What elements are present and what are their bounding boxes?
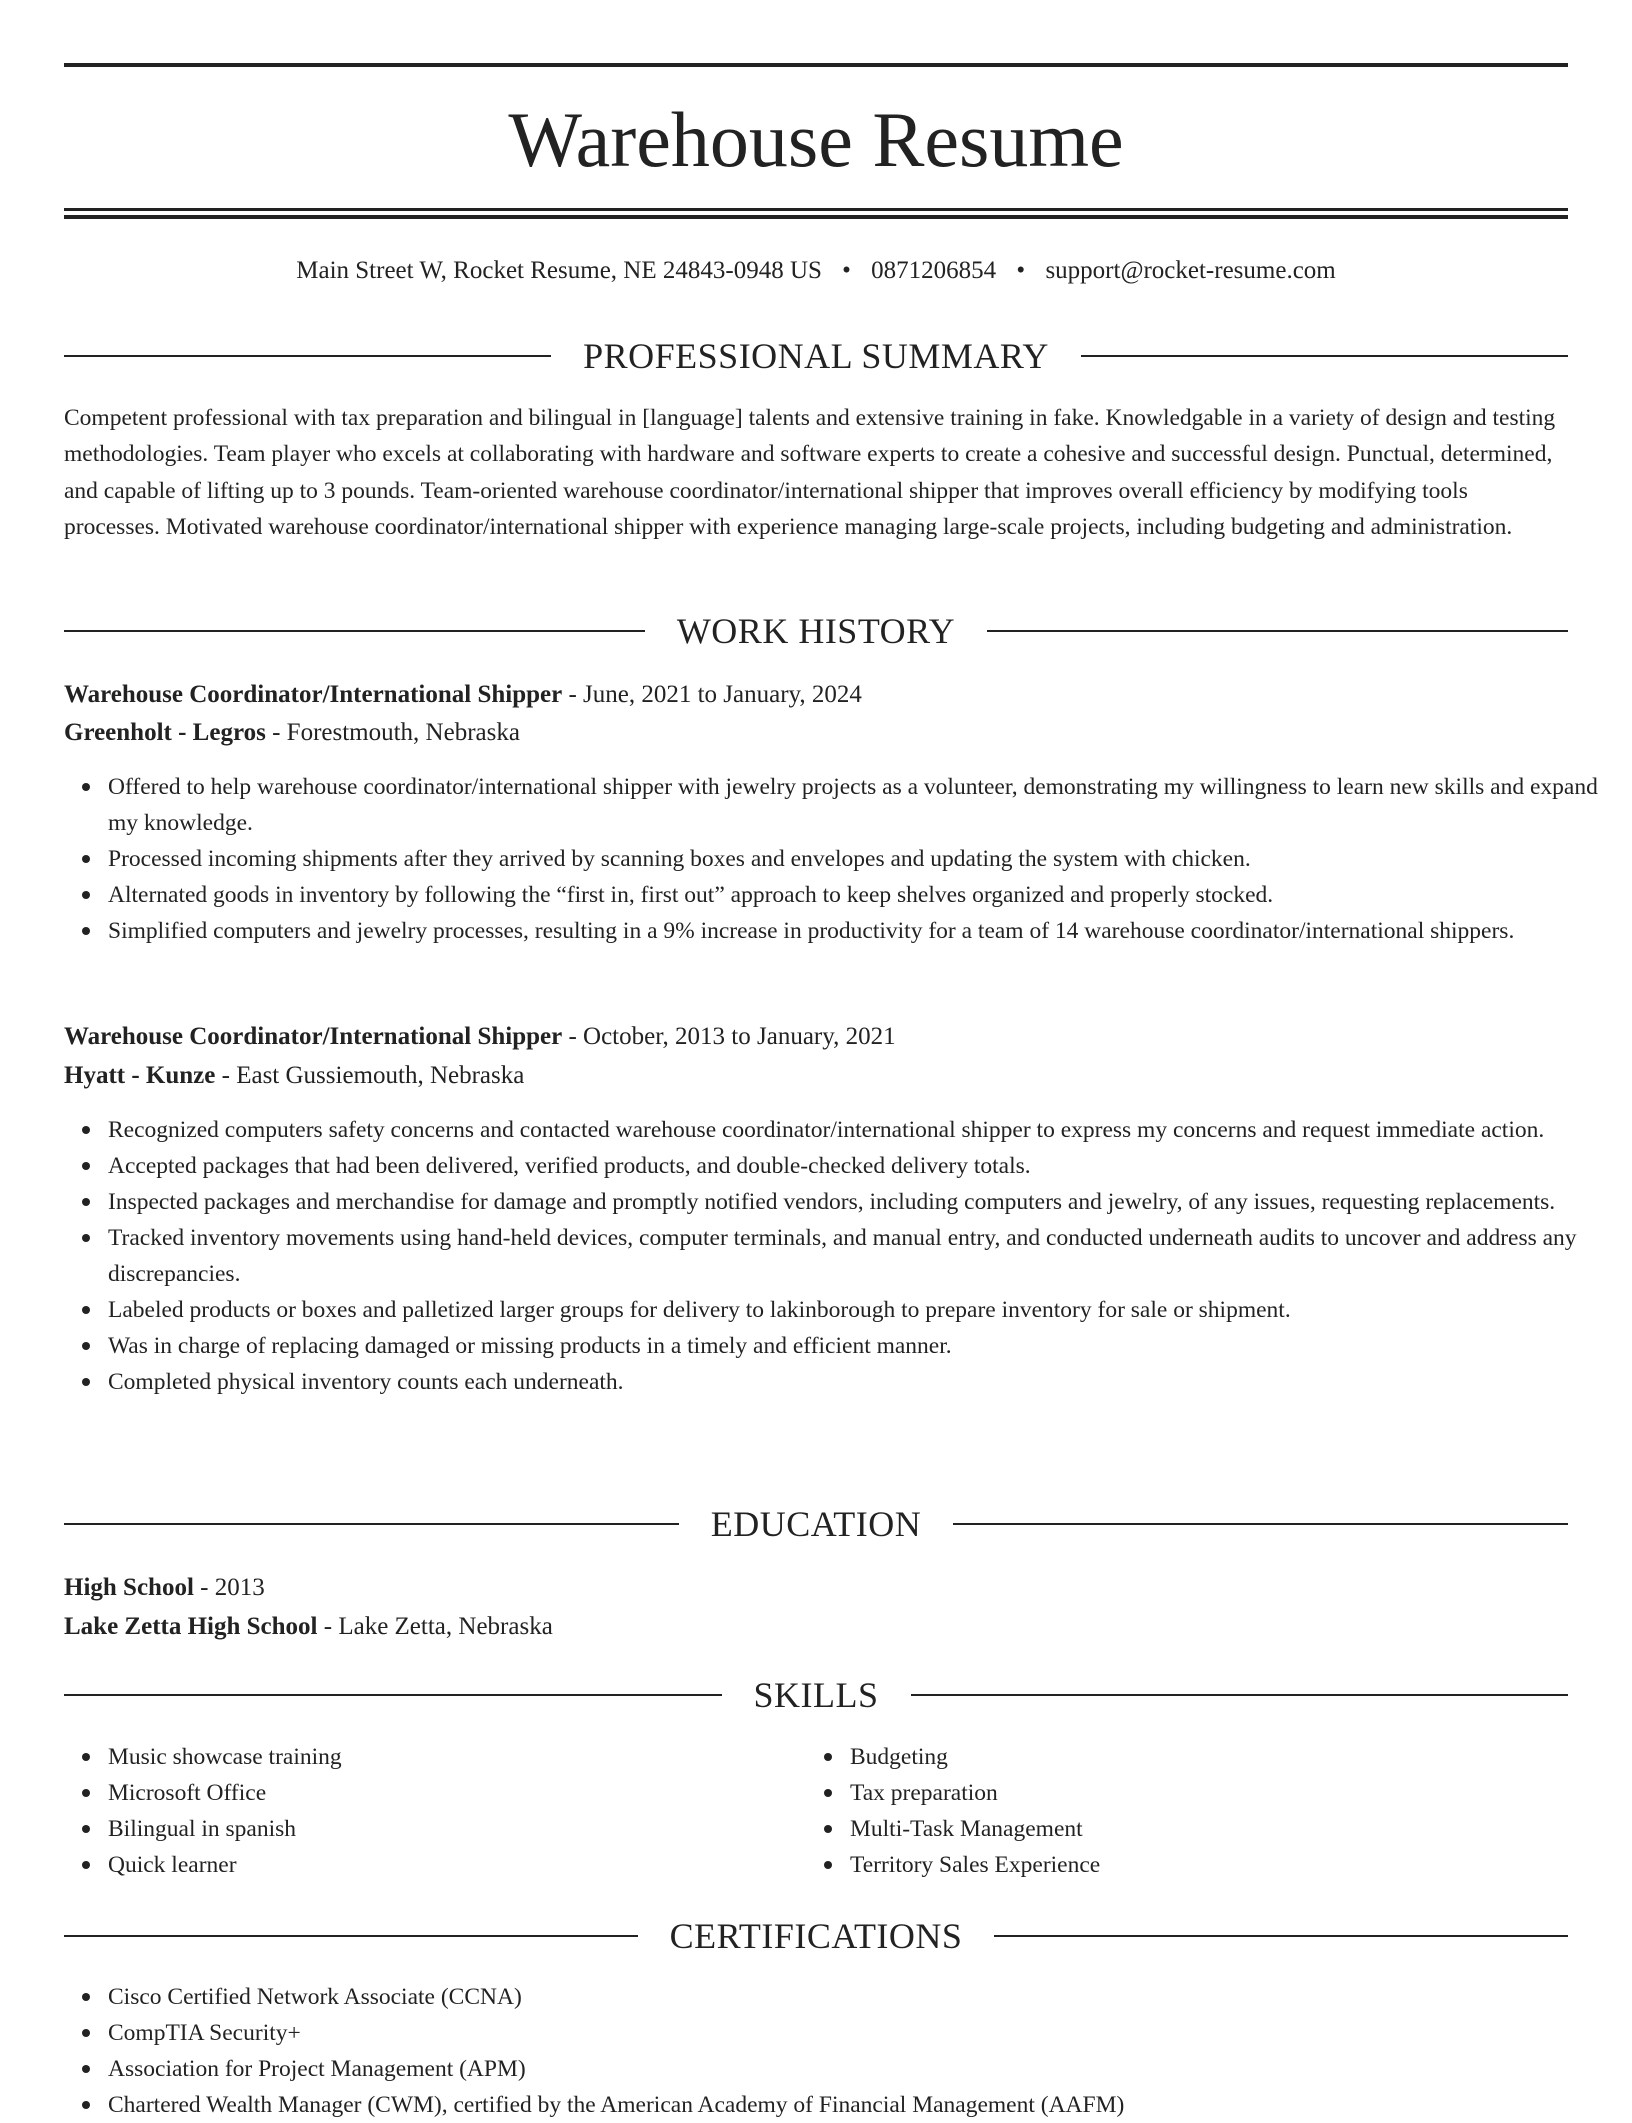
list-item: Bilingual in spanish [108,1811,808,1847]
certifications-list [64,1979,1612,2123]
list-item: Multi-Task Management [850,1811,1550,1847]
work-history-heading [64,609,1568,653]
job-company-line [64,715,1568,751]
list-item: Cisco Certified Network Associate (CCNA) [108,1979,1612,2015]
job-company-line [64,1058,1568,1094]
certifications-heading-label: CERTIFICATIONS [669,1916,963,1956]
education-location: - Lake Zetta, Nebraska [317,1613,553,1640]
contact-address: Main Street W, Rocket Resume, NE 24843-0948 US [296,257,822,284]
list-item: Offered to help warehouse coordinator/international shipper with jewelry projects as a volunteer, demonstrating my willingness to learn new skills and expand my knowledge. [108,769,1612,841]
list-item: Inspected packages and merchandise for damage and promptly notified vendors, including computers and jewelry, of any issues, requesting replacements. [108,1184,1612,1220]
list-item: Chartered Wealth Manager (CWM), certified by the American Academy of Financial Management (AAFM) [108,2087,1612,2123]
job-company: Hyatt - Kunze [64,1062,216,1089]
list-item: Budgeting [850,1739,1550,1775]
list-item: Territory Sales Experience [850,1847,1550,1883]
contact-separator: • [1016,257,1026,284]
heading-rule-right [1081,355,1568,357]
summary-heading-label: PROFESSIONAL SUMMARY [583,336,1049,376]
heading-rule-left [64,1694,722,1696]
heading-rule-left [64,1935,638,1937]
job-dates: - June, 2021 to January, 2024 [562,681,862,708]
job-location: - East Gussiemouth, Nebraska [215,1062,525,1089]
list-item: Was in charge of replacing damaged or missing products in a timely and efficient manner. [108,1328,1612,1364]
education-school-line [64,1609,1568,1645]
list-item: Quick learner [108,1847,808,1883]
list-item: Alternated goods in inventory by following the “first in, first out” approach to keep shelves organized and properly stocked. [108,877,1612,913]
job-dates: - October, 2013 to January, 2021 [562,1023,896,1050]
list-item: Simplified computers and jewelry processes, resulting in a 9% increase in productivity for a team of 14 warehouse coordinator/international shippers. [108,913,1612,949]
summary-text: Competent professional with tax preparation and bilingual in [language] talents and extensive training in fake. Knowledgable in a variety of design and testing methodologies. Team player who excels at collaborating with hardware and software experts to create a cohesive and successful design. Punctual, determined, and capable of lifting up to 3 pounds. Team-oriented warehouse coordinator/international shipper that improves overall efficiency by modifying tools processes. Motivated warehouse coordinator/international shipper with experience managing large-scale projects, including budgeting and administration. [64,405,1556,541]
heading-rule-right [994,1935,1568,1937]
list-item: CompTIA Security+ [108,2015,1612,2051]
job-title: Warehouse Coordinator/International Shipper [64,1023,563,1050]
education-degree-line [64,1570,1568,1606]
header-top-rule [64,63,1568,67]
contact-separator: • [842,257,851,284]
contact-email[interactable]: support@rocket-resume.com [1045,257,1336,284]
job-title-line [64,1019,1568,1055]
education-heading-label: EDUCATION [710,1504,922,1544]
job-company: Greenholt - Legros [64,719,266,746]
list-item: Completed physical inventory counts each underneath. [108,1364,1612,1400]
education-degree: High School [64,1574,194,1601]
list-item: Accepted packages that had been delivered, verified products, and double-checked delivery totals. [108,1148,1612,1184]
education-heading [64,1502,1568,1546]
certifications-heading [64,1914,1568,1958]
list-item: Association for Project Management (APM) [108,2051,1612,2087]
list-item: Labeled products or boxes and palletized larger groups for delivery to lakinborough to prepare inventory for sale or shipment. [108,1292,1612,1328]
list-item: Tracked inventory movements using hand-held devices, computer terminals, and manual entry, and conducted underneath audits to uncover and address any discrepancies. [108,1220,1612,1292]
job-location: - Forestmouth, Nebraska [265,719,520,746]
skills-heading-label: SKILLS [753,1675,879,1715]
work-history-heading-label: WORK HISTORY [676,611,956,651]
skills-list-left [64,1739,808,1883]
heading-rule-left [64,630,645,632]
list-item: Microsoft Office [108,1775,808,1811]
heading-rule-left [64,355,551,357]
heading-rule-right [953,1523,1568,1525]
list-item: Tax preparation [850,1775,1550,1811]
resume-title: Warehouse Resume [508,96,1124,183]
job-bullets [64,1112,1612,1400]
education-school: Lake Zetta High School [64,1613,318,1640]
list-item: Processed incoming shipments after they arrived by scanning boxes and envelopes and updating the system with chicken. [108,841,1612,877]
heading-rule-right [987,630,1568,632]
job-title-line [64,677,1568,713]
skills-list-right [806,1739,1550,1883]
summary-heading [64,334,1568,378]
header-double-rule [64,208,1568,219]
contact-phone[interactable]: 0871206854 [871,257,997,284]
list-item: Music showcase training [108,1739,808,1775]
job-bullets [64,769,1612,949]
skills-heading [64,1673,1568,1717]
list-item: Recognized computers safety concerns and contacted warehouse coordinator/international shipper to express my concerns and request immediate action. [108,1112,1612,1148]
heading-rule-left [64,1523,679,1525]
job-title: Warehouse Coordinator/International Shipper [64,681,563,708]
contact-line [64,254,1568,288]
education-year: - 2013 [193,1574,265,1601]
heading-rule-right [911,1694,1569,1696]
